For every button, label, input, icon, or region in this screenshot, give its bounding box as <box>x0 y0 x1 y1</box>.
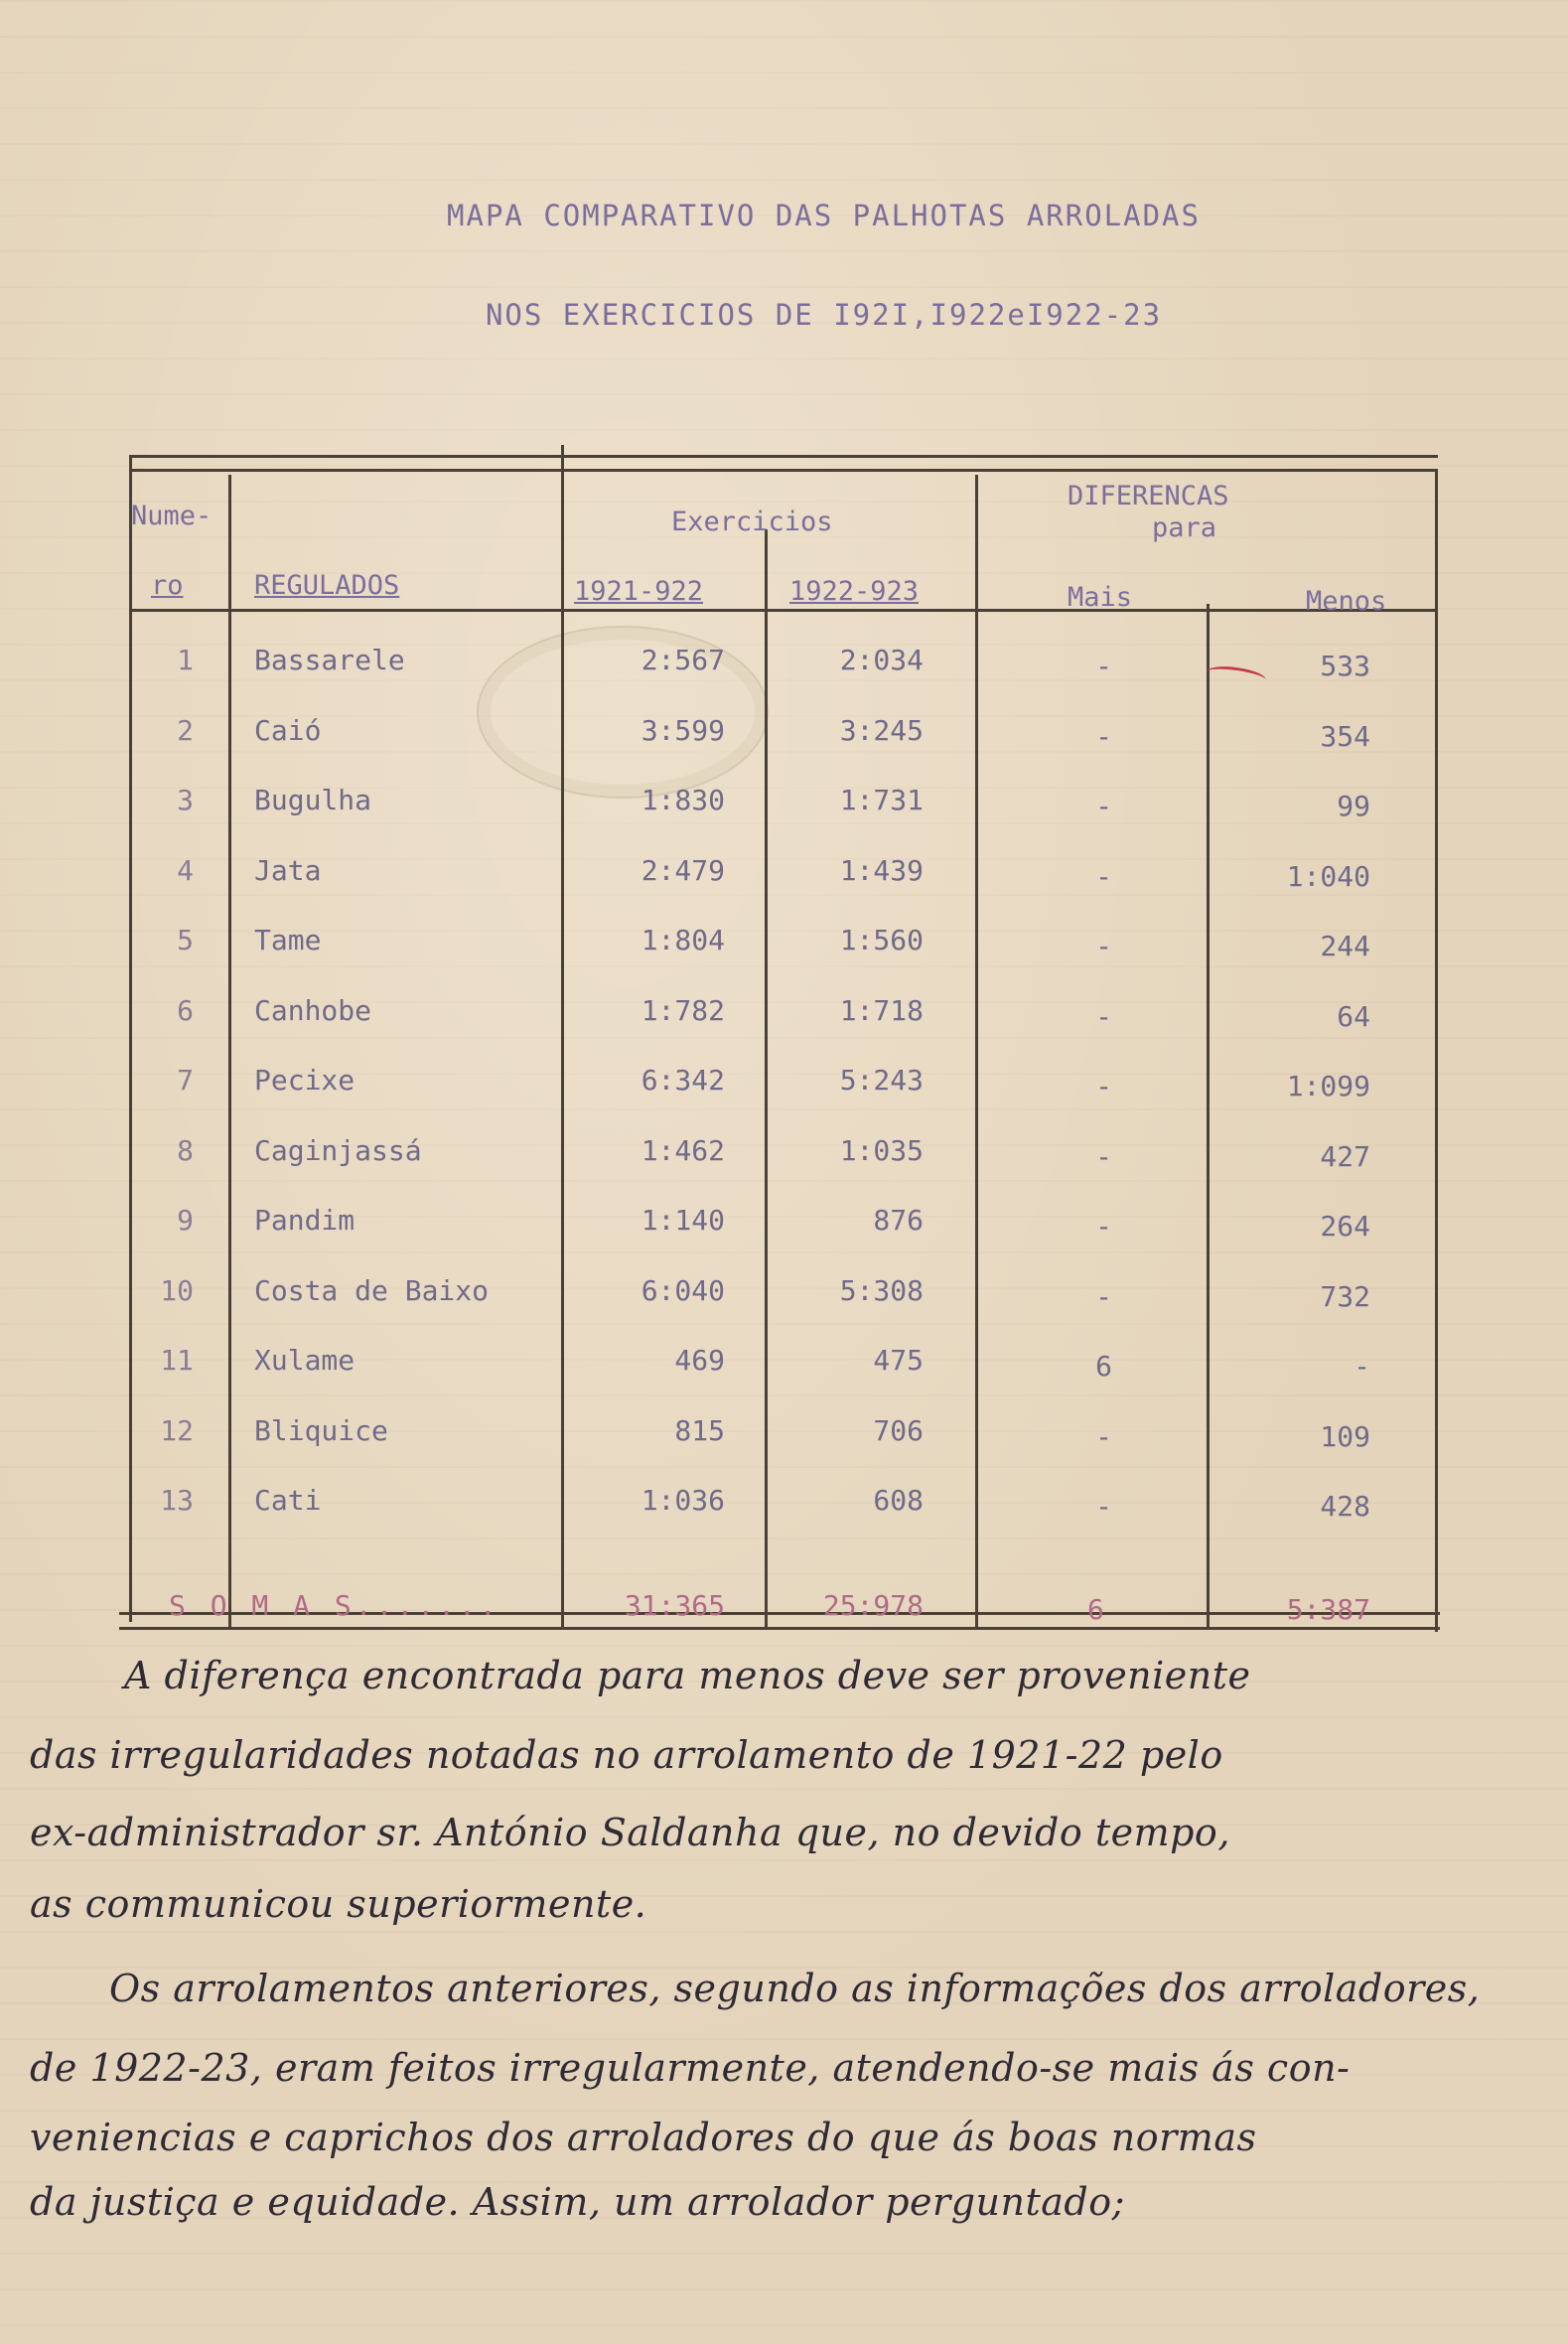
row-mais-value: - <box>1095 859 1112 893</box>
row-menos-value: 732 <box>1320 1279 1370 1313</box>
row-menos-value: 354 <box>1320 719 1370 753</box>
row-mais-value: - <box>1095 1490 1112 1523</box>
column-divider <box>561 445 564 1627</box>
row-menos-value: 1:040 <box>1286 859 1370 893</box>
row-mais-value: - <box>1095 1070 1112 1102</box>
row-menos-value: 427 <box>1320 1139 1370 1173</box>
row-year-1921-value: 3:599 <box>641 713 725 747</box>
row-year-1922-value: 1:439 <box>839 853 924 887</box>
row-number: 6 <box>177 993 194 1027</box>
row-year-1921-value: 2:479 <box>641 853 725 887</box>
row-year-1922-value: 3:245 <box>839 713 924 747</box>
row-year-1922-value: 1:731 <box>839 784 924 816</box>
totals-menos: 5:387 <box>1286 1593 1370 1626</box>
row-regulado-name: Caginjassá <box>254 1133 422 1167</box>
row-year-1922-value: 1:560 <box>839 924 924 956</box>
row-year-1922-value: 706 <box>873 1413 924 1447</box>
row-number: 9 <box>177 1204 194 1237</box>
handwritten-line: ex-administrador sr. António Saldanha que, no devido tempo, <box>30 1811 1230 1854</box>
row-year-1921-value: 1:462 <box>641 1133 725 1167</box>
row-year-1922-value: 1:718 <box>839 993 924 1027</box>
row-menos-value: 428 <box>1320 1490 1370 1523</box>
row-menos-value: 244 <box>1320 930 1370 962</box>
row-year-1921-value: 1:804 <box>641 924 725 956</box>
handwritten-line: de 1922-23, eram feitos irregularmente, atendendo-se mais ás con- <box>30 2046 1351 2090</box>
totals-mais: 6 <box>1087 1593 1104 1626</box>
row-mais-value: - <box>1095 719 1112 753</box>
row-number: 11 <box>160 1344 194 1377</box>
header-regulados: REGULADOS <box>254 570 400 601</box>
row-mais-value: - <box>1095 1279 1112 1313</box>
row-mais-value: - <box>1095 930 1112 962</box>
handwritten-line: as communicou superiormente. <box>30 1882 647 1926</box>
handwritten-line: das irregularidades notadas no arrolamento de 1921-22 pelo <box>30 1733 1223 1777</box>
totals-year-1922: 25:978 <box>822 1589 924 1622</box>
row-number: 10 <box>160 1273 194 1307</box>
table-border-top <box>129 455 1438 458</box>
row-regulado-name: Jata <box>254 853 322 887</box>
row-mais-value: - <box>1095 650 1112 682</box>
handwritten-line: A diferença encontrada para menos deve ser proveniente <box>124 1654 1251 1697</box>
row-mais-value: - <box>1095 1210 1112 1243</box>
row-mais-value: - <box>1095 1419 1112 1453</box>
row-year-1922-value: 1:035 <box>839 1133 924 1167</box>
row-year-1921-value: 469 <box>674 1344 725 1377</box>
column-divider <box>765 529 768 1627</box>
table-border-right <box>1435 470 1438 1632</box>
totals-label: S O M A S....... <box>169 1589 500 1622</box>
document-subtitle: NOS EXERCICIOS DE I92I,I922eI922-23 <box>485 298 1163 332</box>
header-para: para <box>1152 513 1217 543</box>
row-regulado-name: Pecixe <box>254 1064 356 1097</box>
header-diferencas: DIFERENCAS <box>1068 481 1229 512</box>
handwritten-line: veniencias e caprichos dos arroladores do que ás boas normas <box>30 2116 1257 2159</box>
row-number: 3 <box>177 784 194 816</box>
row-regulado-name: Caió <box>254 713 322 747</box>
row-mais-value: - <box>1095 790 1112 822</box>
row-year-1921-value: 6:342 <box>641 1064 725 1097</box>
row-regulado-name: Costa de Baixo <box>254 1273 490 1307</box>
row-year-1921-value: 1:036 <box>641 1484 725 1517</box>
handwritten-line: Os arrolamentos anteriores, segundo as informações dos arroladores, <box>109 1967 1481 2010</box>
row-year-1921-value: 1:782 <box>641 993 725 1027</box>
header-year-1922: 1922-923 <box>789 576 920 607</box>
row-number: 12 <box>160 1413 194 1447</box>
header-numero-cont: ro <box>151 570 184 601</box>
document-title: MAPA COMPARATIVO DAS PALHOTAS ARROLADAS <box>447 199 1201 232</box>
header-divider <box>129 609 1438 612</box>
row-number: 1 <box>177 644 194 676</box>
header-numero: Nume- <box>131 501 213 531</box>
column-divider <box>975 475 978 1627</box>
header-menos: Menos <box>1306 586 1387 617</box>
row-year-1922-value: 876 <box>873 1204 924 1237</box>
row-year-1921-value: 6:040 <box>641 1273 725 1307</box>
row-mais-value: - <box>1095 1139 1112 1173</box>
row-mais-value: - <box>1095 999 1112 1033</box>
header-year-1921: 1921-922 <box>574 576 704 607</box>
row-regulado-name: Tame <box>254 924 322 956</box>
row-number: 2 <box>177 713 194 747</box>
row-menos-value: 99 <box>1337 790 1370 822</box>
row-menos-value: 109 <box>1320 1419 1370 1453</box>
row-number: 7 <box>177 1064 194 1097</box>
row-regulado-name: Bassarele <box>254 644 405 676</box>
row-number: 5 <box>177 924 194 956</box>
row-number: 4 <box>177 853 194 887</box>
row-year-1922-value: 608 <box>873 1484 924 1517</box>
row-menos-value: 533 <box>1320 650 1370 682</box>
row-mais-value: 6 <box>1095 1350 1112 1383</box>
row-year-1921-value: 2:567 <box>641 644 725 676</box>
row-menos-value: - <box>1354 1350 1370 1383</box>
totals-year-1921: 31:365 <box>624 1589 725 1622</box>
row-year-1922-value: 5:308 <box>839 1273 924 1307</box>
row-number: 13 <box>160 1484 194 1517</box>
row-regulado-name: Bugulha <box>254 784 372 816</box>
column-divider <box>1207 604 1210 1627</box>
column-divider <box>228 475 231 1627</box>
table-border-left <box>129 455 132 1622</box>
header-exercicios: Exercicios <box>671 507 833 537</box>
row-year-1921-value: 815 <box>674 1413 725 1447</box>
handwritten-line: da justiça e equidade. Assim, um arrolador perguntado; <box>30 2180 1125 2224</box>
row-regulado-name: Bliquice <box>254 1413 388 1447</box>
header-mais: Mais <box>1068 582 1133 613</box>
row-regulado-name: Canhobe <box>254 993 372 1027</box>
row-regulado-name: Pandim <box>254 1204 356 1237</box>
row-number: 8 <box>177 1133 194 1167</box>
row-menos-value: 64 <box>1337 999 1370 1033</box>
row-regulado-name: Cati <box>254 1484 322 1517</box>
row-year-1921-value: 1:140 <box>641 1204 725 1237</box>
table-border-bottom-outer <box>119 1627 1440 1630</box>
row-year-1921-value: 1:830 <box>641 784 725 816</box>
row-year-1922-value: 5:243 <box>839 1064 924 1097</box>
row-year-1922-value: 2:034 <box>839 644 924 676</box>
row-regulado-name: Xulame <box>254 1344 356 1377</box>
row-menos-value: 1:099 <box>1286 1070 1370 1102</box>
table-border-top-inner <box>129 469 1438 472</box>
comparison-table <box>119 455 1440 1632</box>
row-year-1922-value: 475 <box>873 1344 924 1377</box>
row-menos-value: 264 <box>1320 1210 1370 1243</box>
